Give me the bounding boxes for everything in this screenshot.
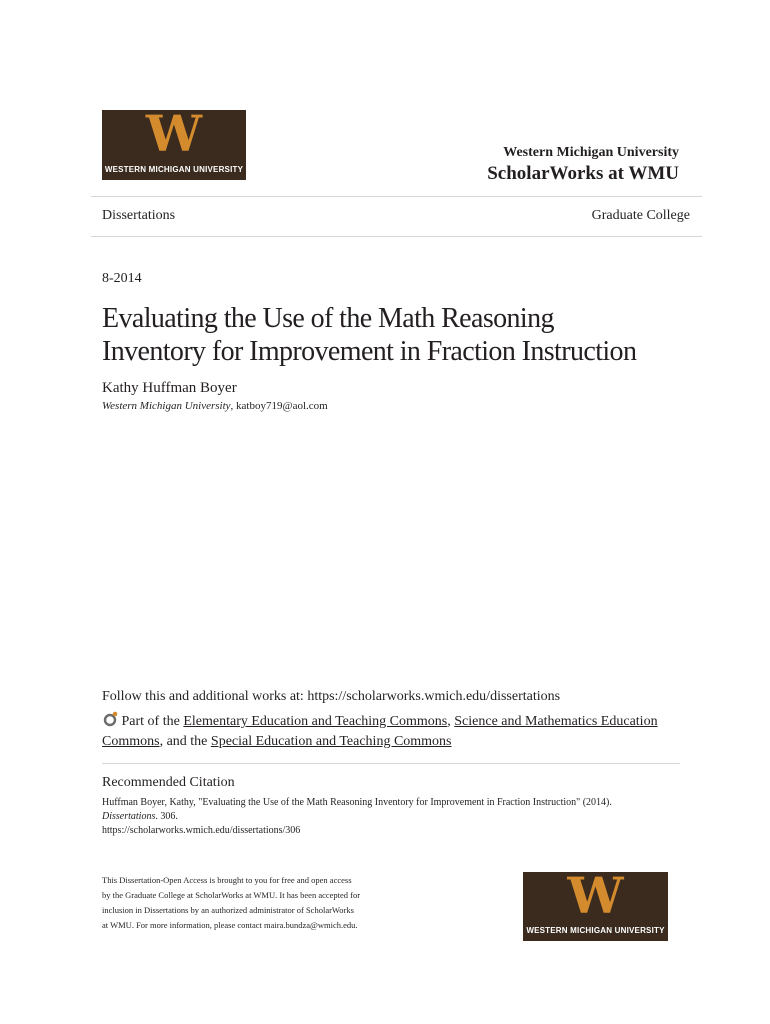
dissertations-link[interactable]: Dissertations <box>102 208 176 223</box>
citation-series: Dissertations <box>102 811 156 822</box>
document-title[interactable] <box>102 302 636 368</box>
elementary-education-commons-link[interactable]: Elementary Education and Teaching Commons <box>183 714 448 729</box>
author-name[interactable]: Kathy Huffman Boyer <box>102 380 237 396</box>
w-logo-mark: W <box>145 104 203 163</box>
logo-wordmark: WESTERN MICHIGAN UNIVERSITY <box>104 165 244 174</box>
part-of-commons: Part of the Elementary Education and Teaching Commons, Science and Mathematics Education Commons, and the Special Education and Teaching Commons <box>102 711 692 752</box>
header-divider-top <box>91 196 702 197</box>
citation-divider <box>102 763 680 764</box>
header-divider-bottom <box>91 236 702 237</box>
access-statement: This Dissertation-Open Access is brought to you for free and open access by the Graduate College at ScholarWorks at WMU. It has been accepted for inclusion in Dissertations by an authorized administrator of ScholarWorks at WMU. For more information, please contact maira.bundza@wmich.edu. <box>102 875 361 930</box>
author-affiliation: Western Michigan University <box>102 400 231 412</box>
part-of-label: Part of the <box>121 714 184 729</box>
citation-url[interactable]: https://scholarworks.wmich.edu/dissertations/306 <box>102 825 301 836</box>
citation-line-1: Huffman Boyer, Kathy, "Evaluating the Use of the Math Reasoning Inventory for Improvement in Fraction Instruction" (2014). <box>102 797 612 808</box>
publication-date: 8-2014 <box>102 271 142 286</box>
w-logo-mark-footer: W <box>567 866 624 925</box>
university-name: Western Michigan University <box>503 145 679 160</box>
repository-name[interactable]: ScholarWorks at WMU <box>487 163 679 184</box>
citation-heading: Recommended Citation <box>102 775 235 790</box>
title-line-1: Evaluating the Use of the Math Reasoning <box>102 303 554 334</box>
wmu-logo-footer[interactable] <box>523 866 668 941</box>
science-math-education-commons-link[interactable]: Science and Mathematics Education <box>454 714 658 729</box>
logo-wordmark-footer: WESTERN MICHIGAN UNIVERSITY <box>526 926 665 935</box>
citation-body: Huffman Boyer, Kathy, "Evaluating the Use of the Math Reasoning Inventory for Improvement in Fraction Instruction" (2014). Dissertations. 306. https://scholarworks.wmich.edu/dissertations/306 <box>102 797 612 836</box>
graduate-college-link[interactable]: Graduate College <box>591 208 690 223</box>
follow-works-text[interactable]: Follow this and additional works at: https://scholarworks.wmich.edu/dissertations <box>102 689 561 704</box>
special-education-commons-link[interactable]: Special Education and Teaching Commons <box>210 734 452 749</box>
commons-network-icon <box>102 711 118 727</box>
title-line-2: Inventory for Improvement in Fraction Instruction <box>102 336 637 367</box>
wmu-logo-header[interactable] <box>102 104 246 180</box>
science-math-education-commons-link-cont[interactable]: Commons <box>102 734 160 749</box>
author-email[interactable]: , katboy719@aol.com <box>230 400 328 412</box>
author-affiliation-line <box>102 400 328 412</box>
